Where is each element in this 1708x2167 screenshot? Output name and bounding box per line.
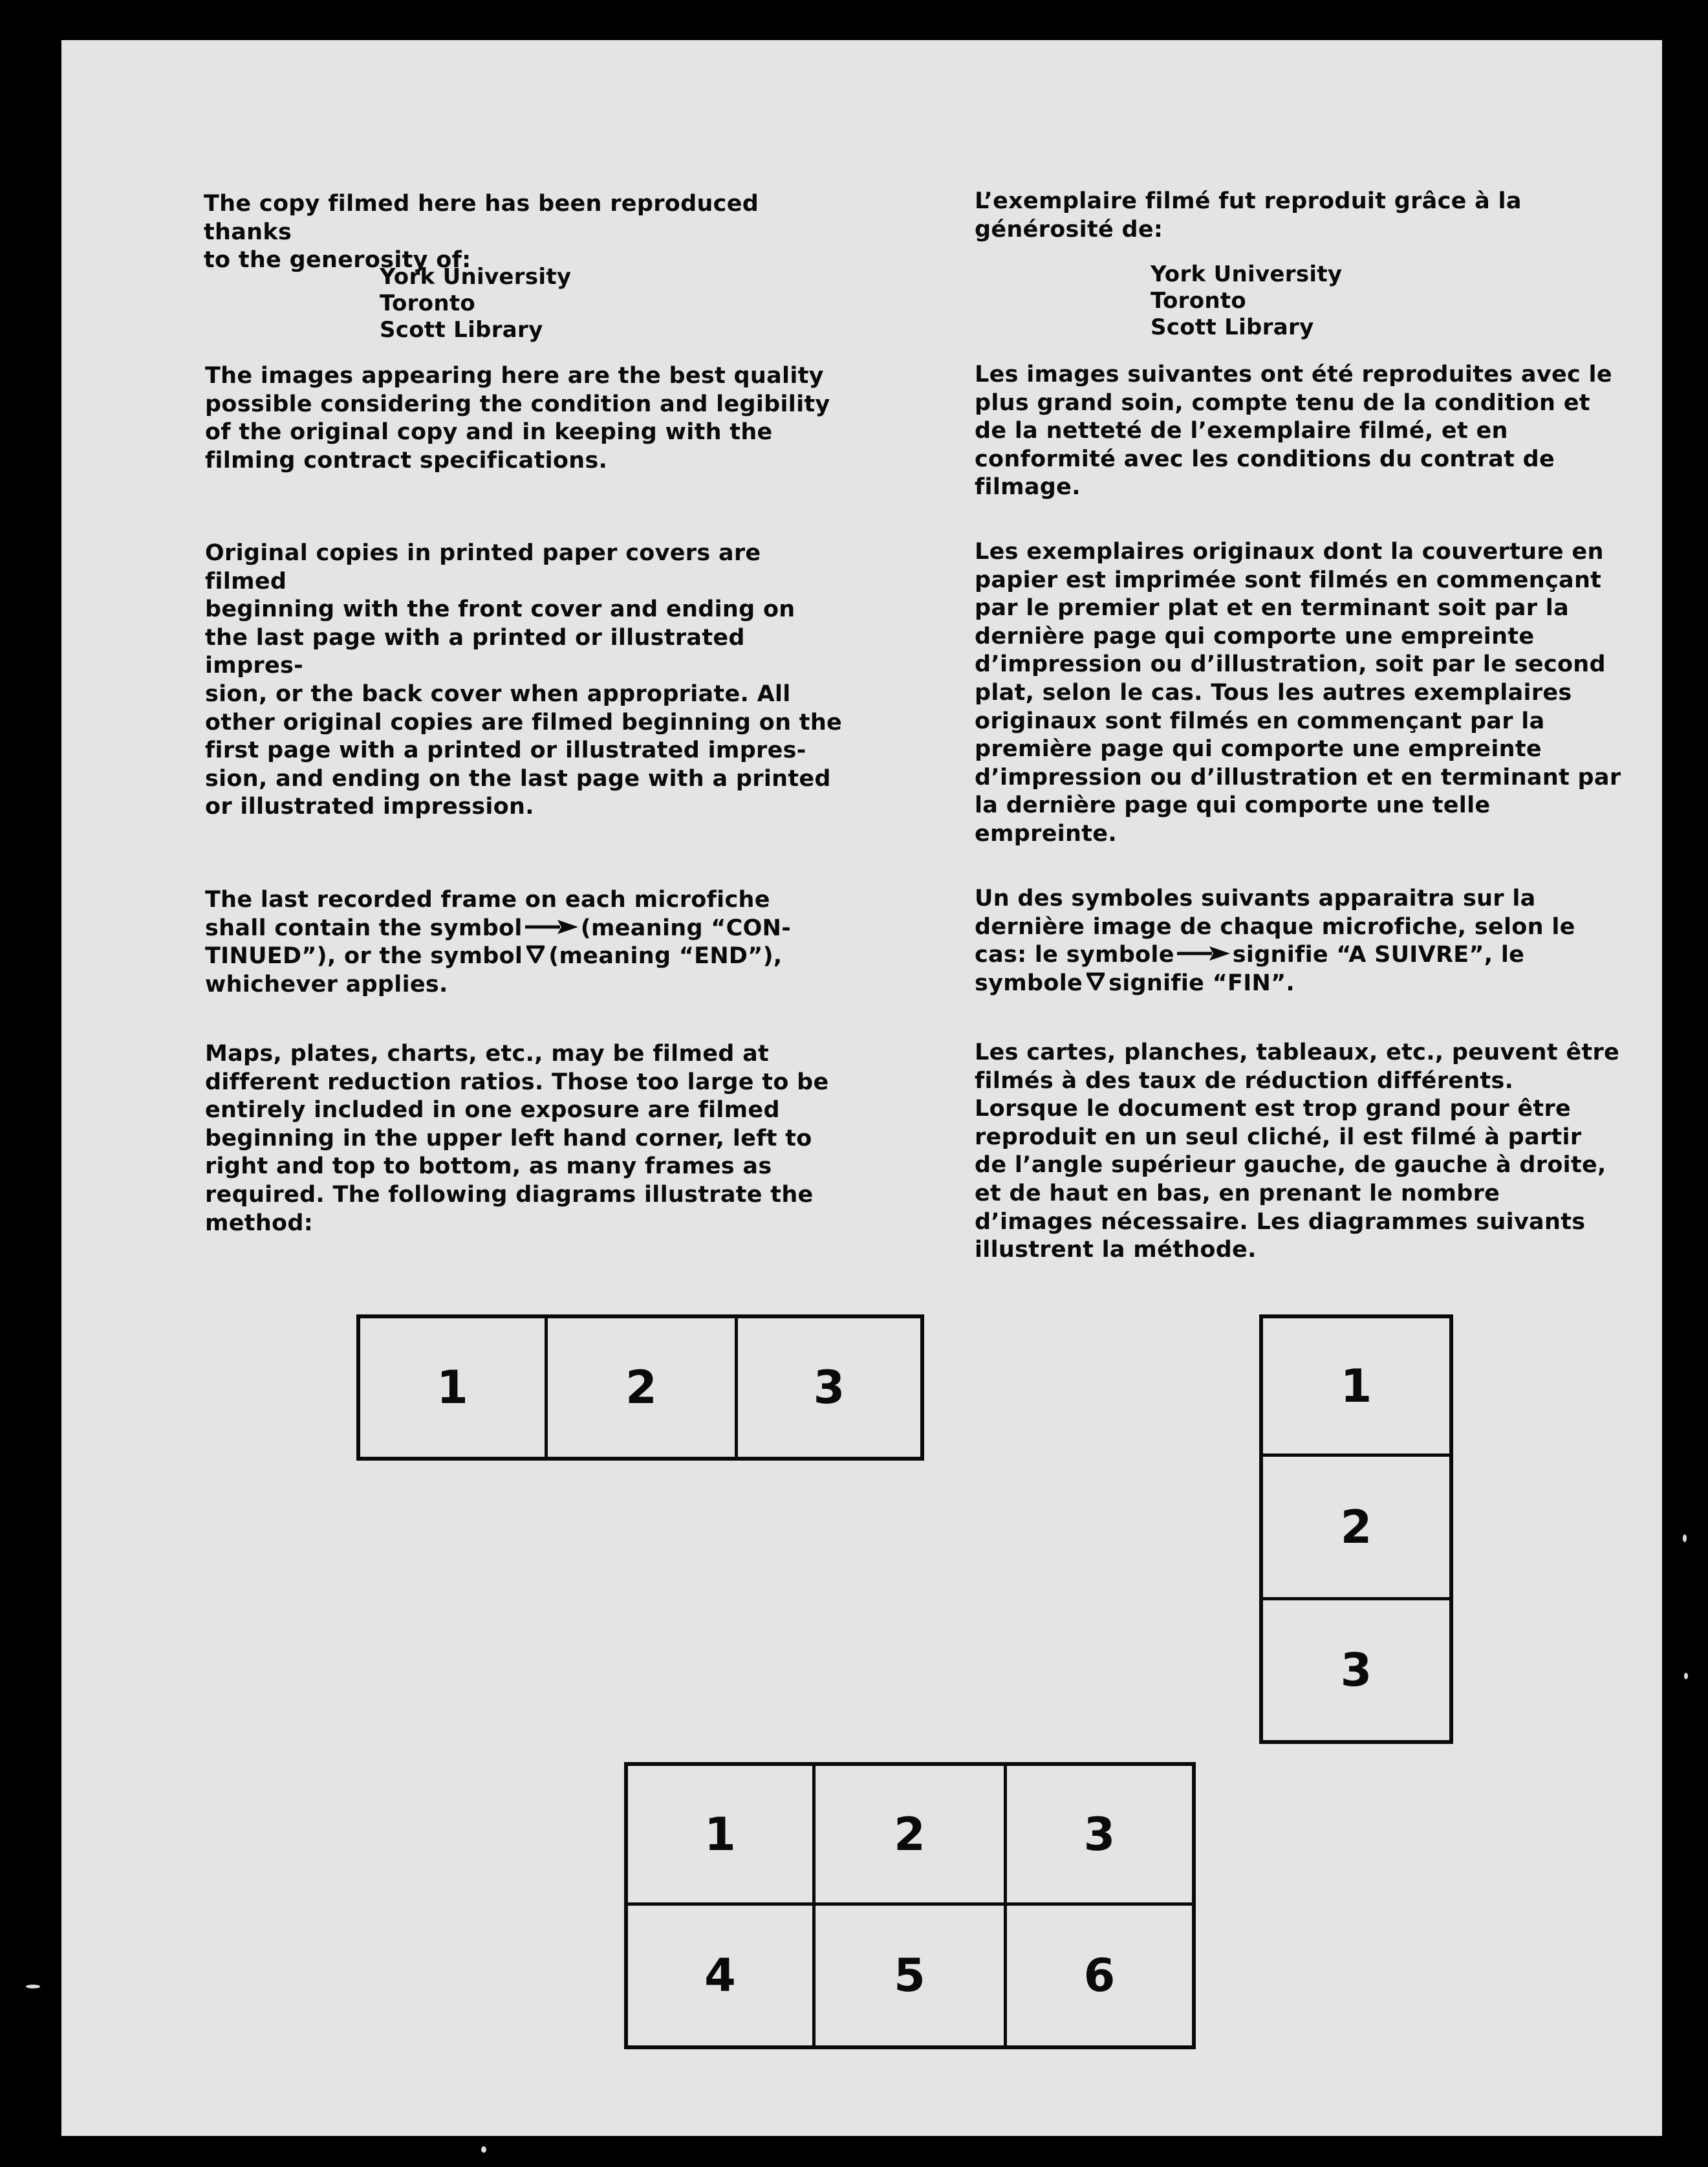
thanks-paragraph: The copy filmed here has been reproduced thanks to the generosity of: — [204, 191, 759, 274]
symbols-text-c: (meaning “END”), whichever applies. — [205, 943, 783, 997]
symboles-text-a: Un des symboles suivants apparaitra sur la dernière image de chaque microfiche, selon le cas: le symbole — [975, 886, 1575, 968]
frame-cell: 2 — [548, 1318, 738, 1457]
symboles-paragraph — [975, 885, 1647, 997]
triangle-down-icon — [1086, 972, 1105, 990]
scan-speck — [26, 1985, 40, 1988]
frame-cell: 1 — [1263, 1318, 1449, 1457]
filmed-page — [61, 40, 1662, 2136]
symboles-text-b: signifie “A SUIVRE”, le symbole — [975, 942, 1525, 996]
symbols-text-b: (meaning “CON- TINUED”), or the symbol — [205, 915, 792, 970]
frame-cell: 5 — [816, 1906, 1007, 2045]
exemplaires-originaux-paragraph: Les exemplaires originaux dont la couverture en papier est imprimée sont filmés en commençant par le premier plat et en terminant soit par la dernière page qui comporte une empreinte d’impression ou d’illustration, soit par le second plat, selon le cas. Tous les autres exemplaires originaux sont filmés en commençant par la première page qui comporte une empreinte d’impression ou d’illustration et en terminant par la dernière page qui comporte une telle empreinte. — [975, 539, 1621, 847]
scan-speck — [1683, 1534, 1687, 1542]
image-quality-paragraph: The images appearing here are the best quality possible considering the condition and legibility of the original copy and in keeping with the filming contract specifications. — [205, 363, 830, 474]
diagram-horizontal — [356, 1314, 924, 1461]
frame-cell: 2 — [1263, 1457, 1449, 1600]
frame-cell: 4 — [628, 1906, 816, 2045]
frame-cell: 1 — [628, 1766, 816, 1906]
frame-cell: 3 — [1340, 1644, 1372, 1697]
symbols-text-a: The last recorded frame on each microfiche shall contain the symbol — [205, 887, 770, 941]
symboles-text-c: signifie “FIN”. — [1108, 970, 1295, 996]
remerciements-paragraph: L’exemplaire filmé fut reproduit grâce à la générosité de: — [975, 188, 1522, 243]
frame-cell: 6 — [1083, 1949, 1116, 2002]
library-address: York University Toronto Scott Library — [380, 264, 572, 343]
original-copies-paragraph: Original copies in printed paper covers are filmed beginning with the front cover and ending on the last page with a printed or illustrated impres- sion, or the back cover when appropriate. All other original copies are filmed beginning on the first page with a printed or illustrated impres- sion, and ending on the last page with a printed or illustrated impression. — [205, 540, 843, 820]
arrow-right-icon — [525, 920, 578, 934]
maps-paragraph: Maps, plates, charts, etc., may be filmed at different reduction ratios. Those too large to be entirely included in one exposure are filmed beginning in the upper left hand corner, left to right and top to bottom, as many frames as required. The following diagrams illustrate the method: — [205, 1041, 829, 1236]
frame-cell: 1 — [360, 1318, 548, 1457]
bibliotheque-address: York University Toronto Scott Library — [1151, 261, 1343, 340]
triangle-down-icon — [526, 945, 545, 963]
diagram-vertical — [1259, 1314, 1453, 1744]
arrow-right-icon — [1177, 946, 1230, 961]
frame-cell: 3 — [1007, 1766, 1192, 1906]
frame-cell: 3 — [813, 1361, 845, 1414]
symbols-paragraph — [205, 886, 852, 999]
diagram-grid — [624, 1762, 1196, 2049]
frame-cell: 2 — [816, 1766, 1007, 1906]
cartes-paragraph: Les cartes, planches, tableaux, etc., peuvent être filmés à des taux de réduction différents. Lorsque le document est trop grand pour être reproduit en un seul cliché, il est filmé à partir de l’angle supérieur gauche, de gauche à droite, et de haut en bas, en prenant le nombre d’images nécessaire. Les diagrammes suivants illustrent la méthode. — [975, 1040, 1620, 1263]
scan-speck — [1684, 1673, 1688, 1679]
qualite-images-paragraph: Les images suivantes ont été reproduites avec le plus grand soin, compte tenu de la condition et de la netteté de l’exemplaire filmé, et en conformité avec les conditions du contrat de filmage. — [975, 362, 1612, 501]
scan-speck — [481, 2146, 486, 2153]
